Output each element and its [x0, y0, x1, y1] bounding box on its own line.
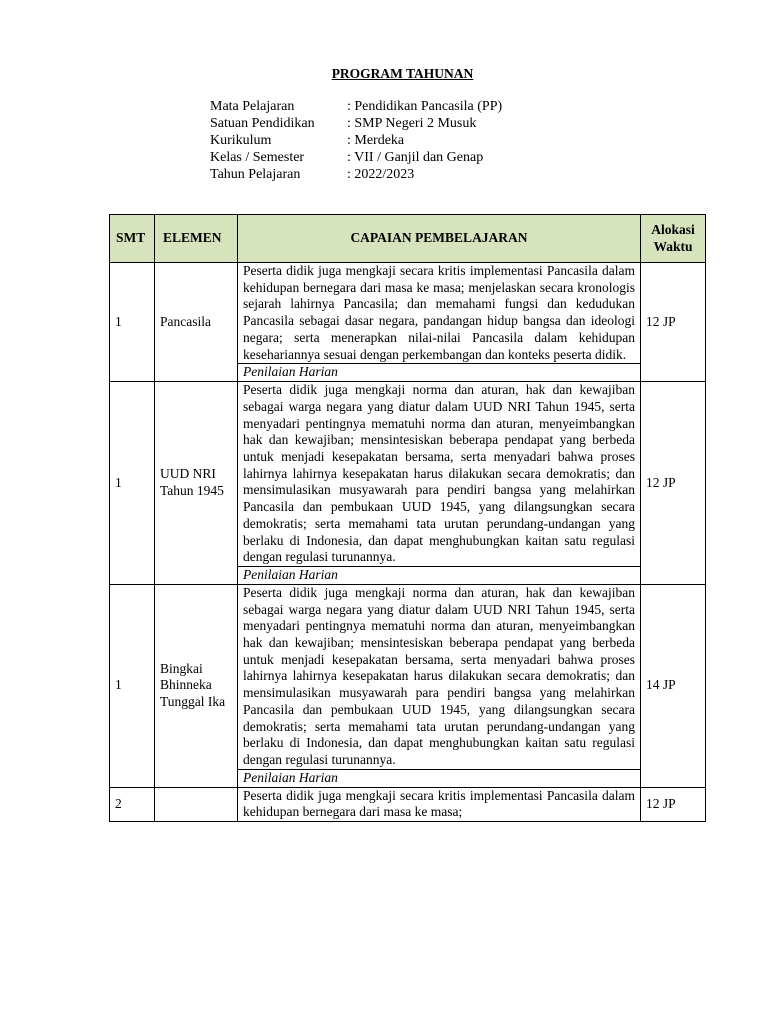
info-label: Satuan Pendidikan — [210, 116, 315, 131]
info-label: Kurikulum — [210, 133, 272, 148]
info-value: : Pendidikan Pancasila (PP) — [347, 99, 503, 114]
table-row — [110, 584, 706, 769]
elemen-cell: Bingkai Bhinneka Tunggal Ika — [155, 584, 238, 787]
info-value: : VII / Ganjil dan Genap — [347, 150, 484, 165]
document-info — [210, 98, 502, 183]
info-label: Tahun Pelajaran — [210, 167, 301, 182]
capaian-cell: Peserta didik juga mengkaji norma dan aturan, hak dan kewajiban sebagai warga negara yang diatur dalam UUD NRI Tahun 1945, serta menyadari pentingnya mematuhi norma dan aturan, menyeimbangkan hak dan kewajiban; mensintesiskan beberapa pendapat yang berbeda untuk menjadi kesepakatan bersama, serta menyadari bahwa proses lahirnya lahirnya kesepakatan harus dilakukan secara demokratis; dan mensimulasikan musyawarah para pendiri bangsa yang melahirkan Pancasila dan pembukaan UUD 1945, yang dilangsungkan secara demokratis; serta memahami tata urutan perundang-undangan yang berlaku di Indonesia, dan dapat menghubungkan kaitan satu regulasi dengan regulasi turunannya. — [238, 584, 641, 769]
capaian-cell: Peserta didik juga mengkaji secara kritis implementasi Pancasila dalam kehidupan bernegara dari masa ke masa; — [238, 787, 641, 821]
info-row-satuan-pendidikan — [210, 115, 502, 132]
table-header-row — [110, 215, 706, 263]
header-capaian: CAPAIAN PEMBELAJARAN — [238, 215, 641, 263]
elemen-cell — [155, 787, 238, 821]
penilaian-cell: Penilaian Harian — [238, 566, 641, 584]
penilaian-cell: Penilaian Harian — [238, 769, 641, 787]
alokasi-cell: 12 JP — [641, 263, 706, 382]
alokasi-cell: 14 JP — [641, 584, 706, 787]
smt-cell: 1 — [110, 382, 155, 585]
table-row — [110, 263, 706, 364]
smt-cell: 2 — [110, 787, 155, 821]
document-title: PROGRAM TAHUNAN — [331, 66, 474, 81]
elemen-cell: Pancasila — [155, 263, 238, 382]
info-row-mata-pelajaran — [210, 98, 502, 115]
elemen-cell: UUD NRI Tahun 1945 — [155, 382, 238, 585]
table-row — [110, 382, 706, 567]
info-label: Mata Pelajaran — [210, 99, 295, 114]
program-table — [109, 214, 706, 822]
header-elemen: ELEMEN — [155, 215, 238, 263]
alokasi-cell: 12 JP — [641, 382, 706, 585]
info-label: Kelas / Semester — [210, 150, 305, 165]
capaian-cell: Peserta didik juga mengkaji norma dan aturan, hak dan kewajiban sebagai warga negara yang diatur dalam UUD NRI Tahun 1945, serta menyadari pentingnya mematuhi norma dan aturan, menyeimbangkan hak dan kewajiban; mensintesiskan beberapa pendapat yang berbeda untuk menjadi kesepakatan bersama, serta menyadari bahwa proses lahirnya lahirnya kesepakatan harus dilakukan secara demokratis; dan mensimulasikan musyawarah para pendiri bangsa yang melahirkan Pancasila dan pembukaan UUD 1945, yang dilangsungkan secara demokratis; serta memahami tata urutan perundang-undangan yang berlaku di Indonesia, dan dapat menghubungkan kaitan satu regulasi dengan regulasi turunannya. — [238, 382, 641, 567]
info-value: : Merdeka — [347, 133, 405, 148]
smt-cell: 1 — [110, 584, 155, 787]
header-smt: SMT — [110, 215, 155, 263]
alokasi-cell: 12 JP — [641, 787, 706, 821]
smt-cell: 1 — [110, 263, 155, 382]
info-value: : SMP Negeri 2 Musuk — [347, 116, 477, 131]
info-row-kelas-semester — [210, 149, 502, 166]
info-value: : 2022/2023 — [347, 167, 415, 182]
capaian-cell: Peserta didik juga mengkaji secara kritis implementasi Pancasila dalam kehidupan bernegara dari masa ke masa; menjelaskan secara kronologis sejarah lahirnya Pancasila; dan memahami fungsi dan kedudukan Pancasila sebagai dasar negara, pandangan hidup bangsa dan ideologi negara; serta menerapkan nilai-nilai Pancasila dalam kehidupan kesehariannya sesuai dengan perkembangan dan konteks peserta didik. — [238, 263, 641, 364]
table-row — [110, 787, 706, 821]
info-row-tahun-pelajaran — [210, 166, 502, 183]
header-alokasi: Alokasi Waktu — [641, 215, 706, 263]
info-row-kurikulum — [210, 132, 502, 149]
penilaian-cell: Penilaian Harian — [238, 364, 641, 382]
